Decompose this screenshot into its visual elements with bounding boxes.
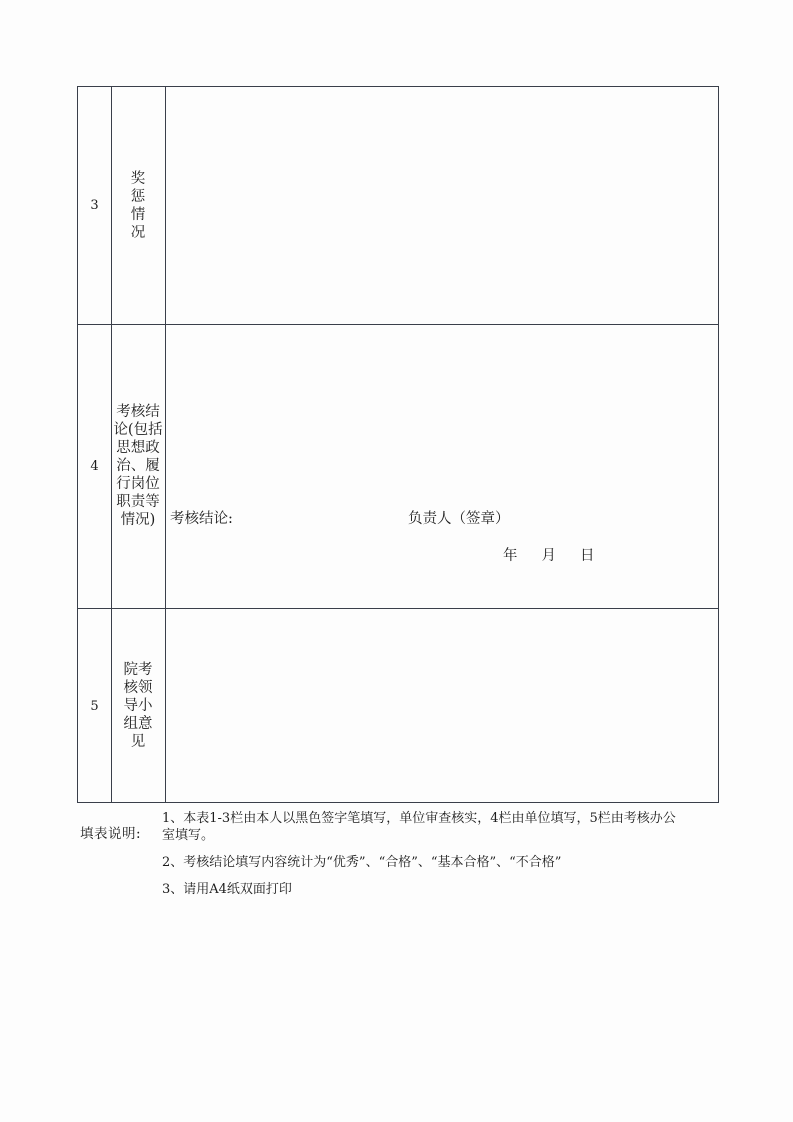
row-label-cell <box>111 87 165 324</box>
date-line <box>503 544 595 565</box>
conclusion-content-field[interactable] <box>165 324 718 608</box>
row-label: 院考核领导小组意见 <box>123 662 153 750</box>
row-label-cell <box>111 324 165 608</box>
committee-opinion-field[interactable] <box>165 608 718 804</box>
note-item: 3、请用A4纸双面打印 <box>162 882 292 897</box>
table-row-rewards <box>78 87 718 324</box>
table-row-committee-opinion <box>78 608 718 804</box>
date-day-label: 日 <box>580 548 595 564</box>
conclusion-label: 考核结论: <box>170 511 233 527</box>
notes-list <box>162 810 682 908</box>
row-label: 考核结论(包括思想政治、履行岗位职责等情况) <box>113 404 163 528</box>
assessment-table <box>77 86 719 803</box>
table-row-conclusion <box>78 324 718 608</box>
row-label: 奖惩情况 <box>130 170 146 241</box>
row-label-cell <box>111 608 165 804</box>
note-item: 2、考核结论填写内容统计为“优秀”、“合格”、“基本合格”、“不合格” <box>162 855 562 870</box>
note-item: 1、本表1-3栏由本人以黑色签字笔填写，单位审查核实，4栏由单位填写，5栏由考核办公室填写。 <box>162 811 676 843</box>
signer-label: 负责人（签章） <box>408 511 510 527</box>
date-year-label: 年 <box>503 548 518 564</box>
notes-title: 填表说明: <box>80 826 142 842</box>
rewards-content-field[interactable] <box>165 87 718 324</box>
row-number: 3 <box>90 198 99 213</box>
date-month-label: 月 <box>541 548 556 564</box>
row-number: 5 <box>90 698 99 714</box>
row-number: 4 <box>90 458 99 474</box>
